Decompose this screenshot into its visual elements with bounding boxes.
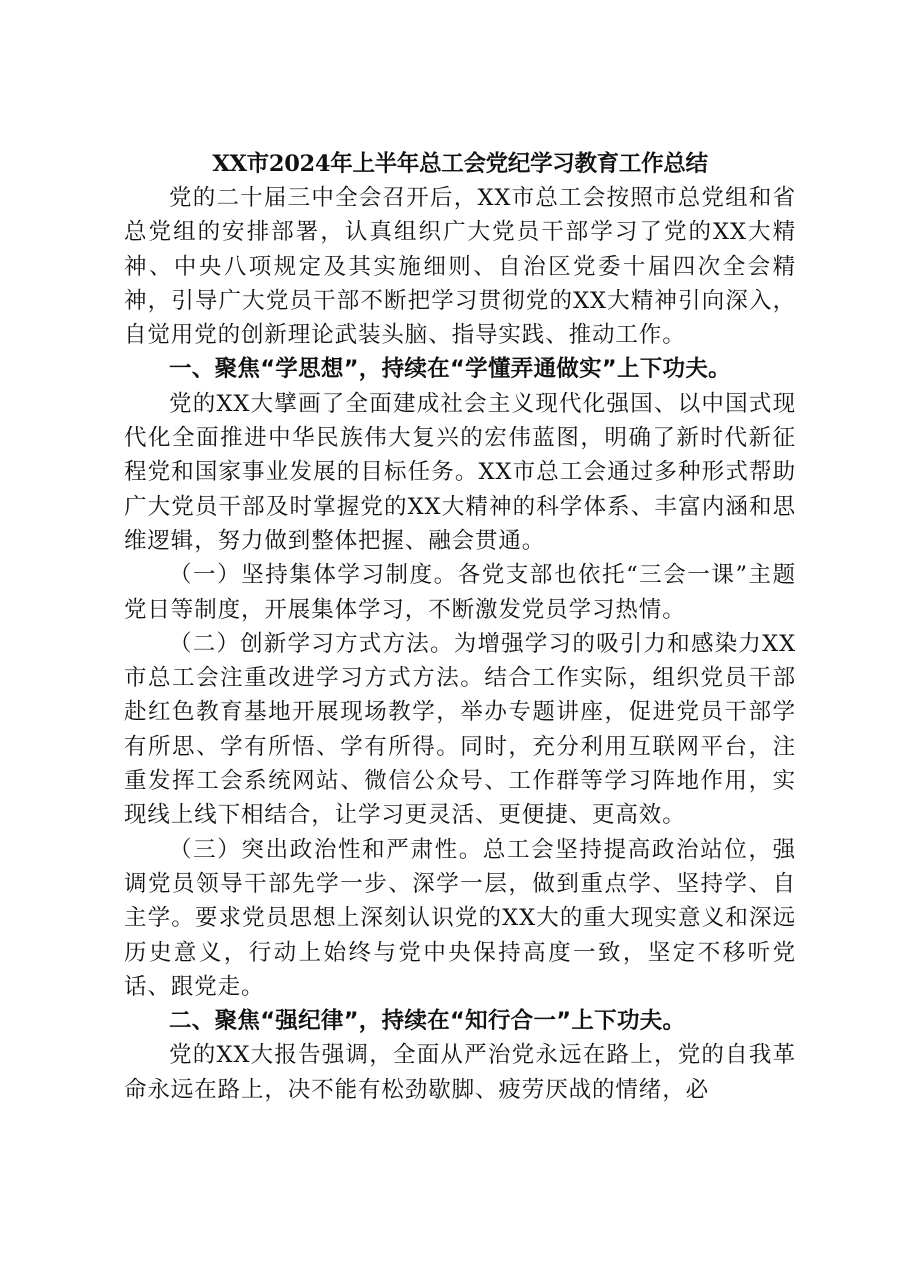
section-2-paragraph: 党的XX大报告强调，全面从严治党永远在路上，党的自我革命永远在路上，决不能有松劲歇脚、疲劳厌战的情绪，必: [124, 1042, 796, 1103]
document-title: XX市2024年上半年总工会党纪学习教育工作总结: [212, 151, 708, 177]
subsection-1-paragraph: （一）坚持集体学习制度。各党支部也依托“三会一课”主题党日等制度，开展集体学习，不断激发党员学习热情。: [124, 562, 796, 623]
subsection-2-paragraph: （二）创新学习方式方法。为增强学习的吸引力和感染力XX市总工会注重改进学习方式方法。结合工作实际，组织党员干部赴红色教育基地开展现场教学，举办专题讲座，促进党员干部学有所思、学有所悟、学有所得。同时，充分利用互联网平台，注重发挥工会系统网站、微信公众号、工作群等学习阵地作用，实现线上线下相结合，让学习更灵活、更便捷、更高效。: [124, 630, 796, 829]
section-1-paragraph: 党的XX大擘画了全面建成社会主义现代化强国、以中国式现代化全面推进中华民族伟大复兴的宏伟蓝图，明确了新时代新征程党和国家事业发展的目标任务。XX市总工会通过多种形式帮助广大党员干部及时掌握党的XX大精神的科学体系、丰富内涵和思维逻辑，努力做到整体把握、融会贯通。: [124, 390, 796, 554]
subsection-3-paragraph: （三）突出政治性和严肃性。总工会坚持提高政治站位，强调党员领导干部先学一步、深学一层，做到重点学、坚持学、自主学。要求党员思想上深刻认识党的XX大的重大现实意义和深远历史意义，行动上始终与党中央保持高度一致，坚定不移听党话、跟党走。: [124, 836, 796, 1000]
section-heading-2: 二、聚焦“强纪律”，持续在“知行合一”上下功夫。: [169, 1008, 686, 1035]
document-body: [124, 147, 796, 1107]
section-heading-1: 一、聚焦“学思想”，持续在“学懂弄通做实”上下功夫。: [169, 356, 731, 383]
intro-paragraph: 党的二十届三中全会召开后，XX市总工会按照市总党组和省总党组的安排部署，认真组织广大党员干部学习了党的XX大精神、中央八项规定及其实施细则、自治区党委十届四次全会精神，引导广大党员干部不断把学习贯彻党的XX大精神引向深入，自觉用党的创新理论武装头脑、指导实践、推动工作。: [124, 185, 796, 349]
